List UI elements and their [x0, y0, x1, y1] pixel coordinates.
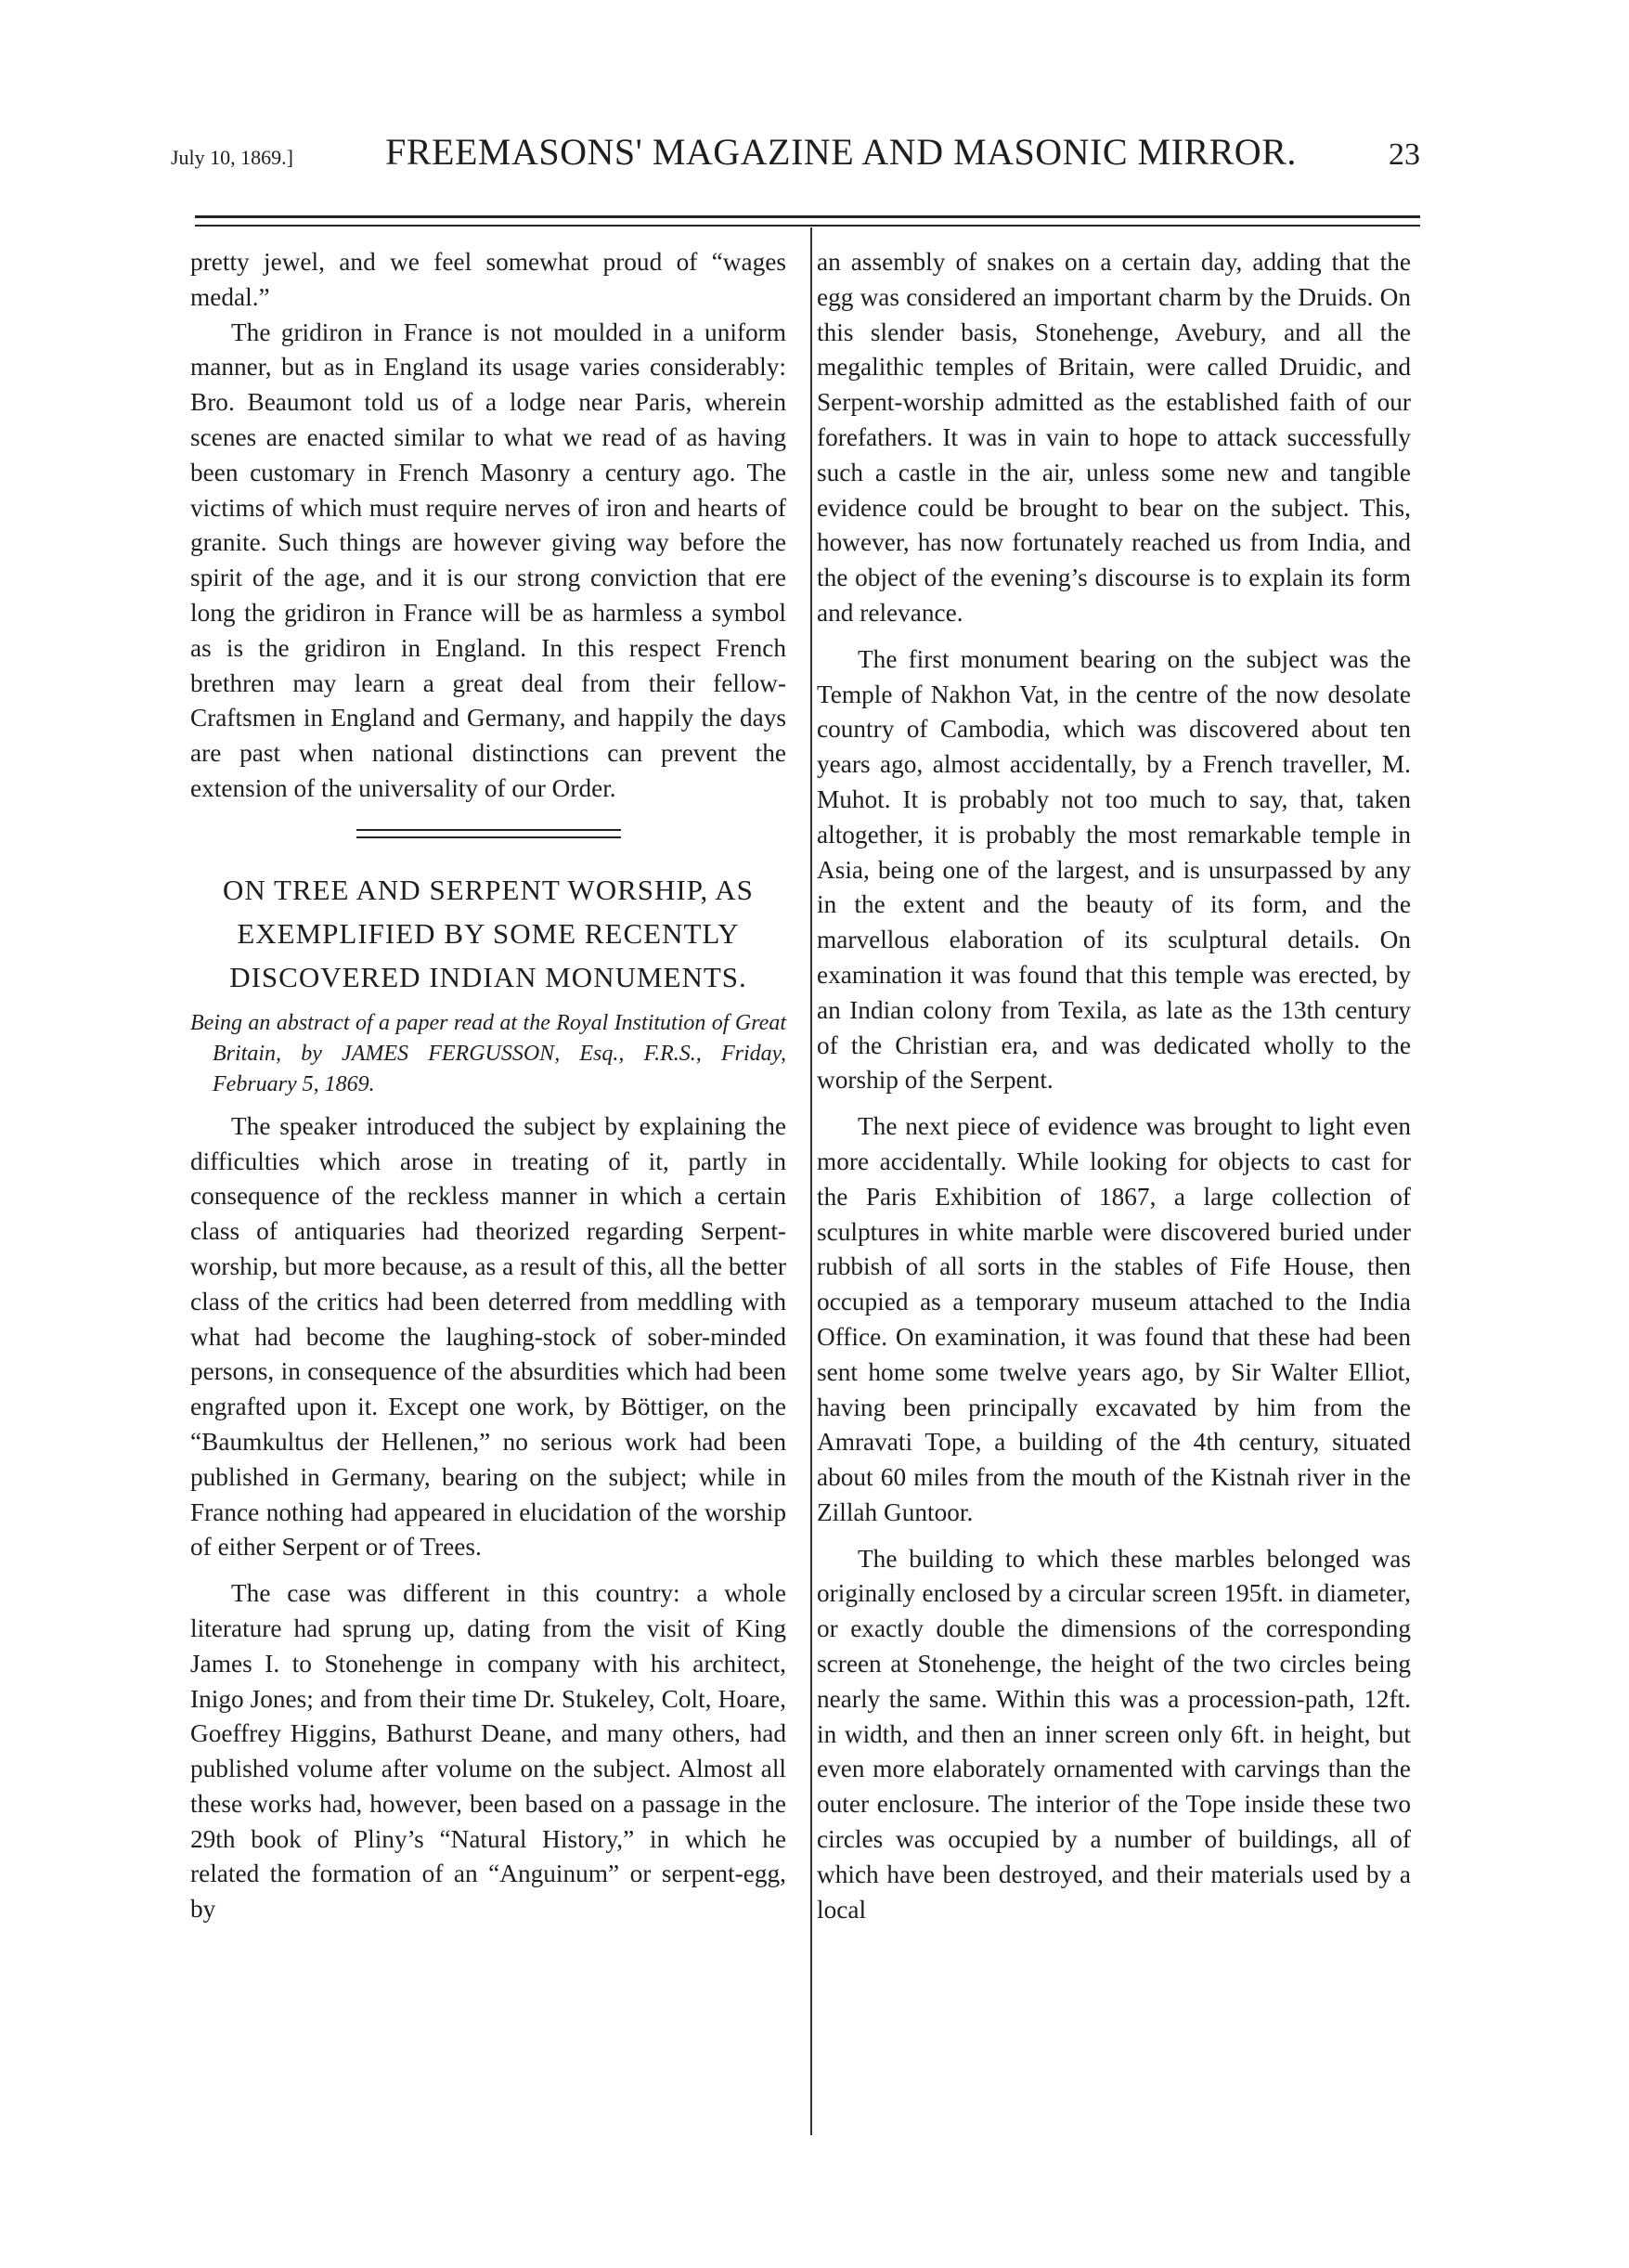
paragraph: pretty jewel, and we feel somewhat proud of “wages medal.”	[190, 248, 786, 311]
left-column	[190, 245, 786, 1927]
paragraph: The next piece of evidence was brought to light even more accidentally. While looking for objects to cast for the Paris Exhibition of 1867, a large collection of sculptures in white marble were discovered buried under rubbish of all sorts in the stables of Fife House, then occupied as a temporary museum attached to the India Office. On examination, it was found that these had been sent home some twelve years ago, by Sir Walter Elliot, having been principally excavated by him from the Amravati Tope, a building of the 4th century, situated about 60 miles from the mouth of the Kistnah river in the Zillah Guntoor.	[817, 1112, 1411, 1526]
magazine-title: FREEMASONS' MAGAZINE AND MASONIC MIRROR.	[385, 131, 1297, 173]
header-rule-thick	[195, 215, 1420, 218]
header-rule-thin	[195, 225, 1420, 227]
article-title: ON TREE AND SERPENT WORSHIP, AS EXEMPLIFIED BY SOME RECENTLY DISCOVERED INDIAN MONUMENTS.	[223, 873, 754, 993]
paragraph: The case was different in this country: a whole literature had sprung up, dating from the visit of King James I. to Stonehenge in company with his architect, Inigo Jones; and from their time Dr. Stukeley, Colt, Hoare, Goeffrey Higgins, Bathurst Deane, and many others, had published volume after volume on the subject. Almost all these works had, however, been based on a passage in the 29th book of Pliny’s “Natural History,” in which he related the formation of an “Anguinum” or serpent-egg, by	[190, 1579, 786, 1924]
section-separator	[356, 829, 621, 838]
column-divider	[810, 227, 812, 2135]
paragraph: an assembly of snakes on a certain day, adding that the egg was considered an important charm by the Druids. On this slender basis, Stonehenge, Avebury, and all the megalithic temples of Britain, were called Druidic, and Serpent-worship admitted as the established faith of our forefathers. It was in vain to hope to attack successfully such a castle in the air, unless some new and tangible evidence could be brought to bear on the subject. This, however, has now fortunately reached us from India, and the object of the evening’s discourse is to explain its form and relevance.	[817, 248, 1411, 627]
paragraph: The gridiron in France is not moulded in a uniform manner, but as in England its usage varies considerably: Bro. Beaumont told us of a lodge near Paris, wherein scenes are enacted similar to what we read of as having been customary in French Masonry a century ago. The victims of which must require nerves of iron and hearts of granite. Such things are however giving way before the spirit of the age, and it is our strong conviction that ere long the gridiron in France will be as harmless a symbol as is the gridiron in England. In this respect French brethren may learn a great deal from their fellow-Craftsmen in England and Germany, and happily the days are past when national distinctions can prevent the extension of the universality of our Order.	[190, 318, 786, 802]
issue-date: July 10, 1869.]	[171, 146, 293, 169]
running-header	[171, 130, 1420, 174]
paragraph: The building to which these marbles belonged was originally enclosed by a circular screen 195ft. in diameter, or exactly double the dimensions of the corresponding screen at Stonehenge, the height of the two circles being nearly the same. Within this was a procession-path, 12ft. in width, and then an inner screen only 6ft. in height, but even more elaborately ornamented with carvings than the outer enclosure. The interior of the Tope inside these two circles was occupied by a number of buildings, all of which have been destroyed, and their materials used by a local	[817, 1544, 1411, 1924]
paragraph: The speaker introduced the subject by explaining the difficulties which arose in treating of it, partly in consequence of the reckless manner in which a certain class of antiquaries had theorized regarding Serpent-worship, but more because, as a result of this, all the better class of the critics had been deterred from meddling with what had become the laughing-stock of sober-minded persons, in consequence of the absurdities which had been engrafted upon it. Except one work, by Böttiger, on the “Baumkultus der Hellenen,” no serious work had been published in Germany, bearing on the subject; while in France nothing had appeared in elucidation of the worship of either Serpent or of Trees.	[190, 1111, 786, 1562]
page-number: 23	[1388, 137, 1420, 172]
article-subtitle: Being an abstract of a paper read at the Royal Institution of Great Britain, by JAMES FERGUSSON, Esq., F.R.S., Friday, February 5, 1869.	[190, 1010, 786, 1096]
paragraph: The first monument bearing on the subject was the Temple of Nakhon Vat, in the centre of the now desolate country of Cambodia, which was discovered about ten years ago, almost accidentally, by a French traveller, M. Muhot. It is probably not too much to say, that, taken altogether, it is probably the most remarkable temple in Asia, being one of the largest, and is unsurpassed by any in the extent and the beauty of its form, and the marvellous elaboration of its sculptural details. On examination it was found that this temple was erected, by an Indian colony from Texila, as late as the 13th century of the Christian era, and was dedicated wholly to the worship of the Serpent.	[817, 644, 1411, 1095]
right-column	[817, 245, 1411, 1927]
